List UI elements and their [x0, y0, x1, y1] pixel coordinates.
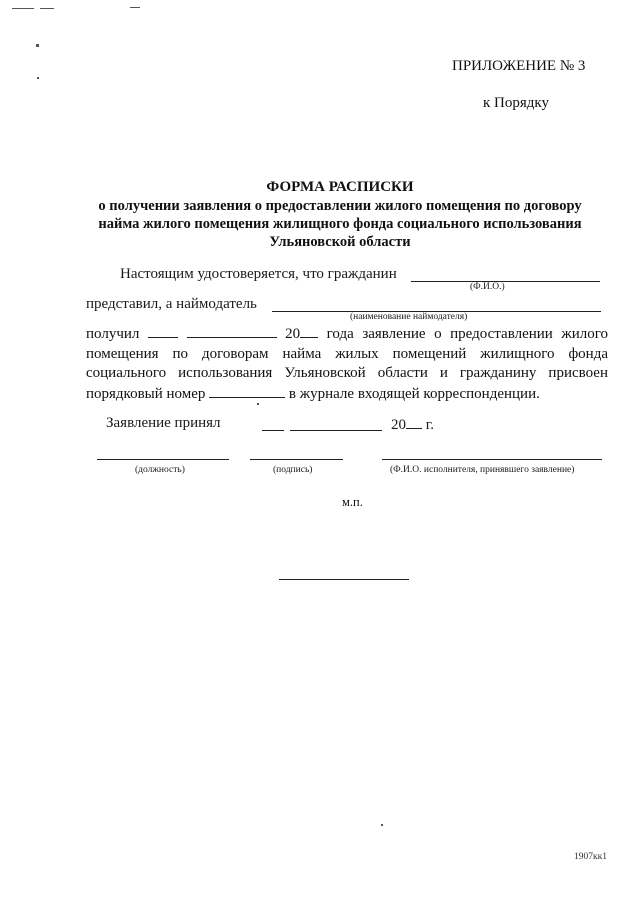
closing-rule [279, 579, 409, 580]
scan-artifact [36, 44, 39, 47]
scan-artifact [381, 824, 383, 826]
accepted-label: Заявление принял [106, 415, 221, 431]
document-title [60, 178, 620, 251]
certify-text: Настоящим удостоверяется, что гражданин [120, 266, 397, 282]
day-blank [148, 324, 178, 338]
accepted-year-suffix: г. [425, 417, 434, 433]
title-line: о получении заявления о предоставлении жилого помещения по договору [98, 198, 582, 214]
appendix-reference: к Порядку [483, 95, 549, 111]
executor-caption: (Ф.И.О. исполнителя, принявшего заявление) [390, 465, 575, 475]
month-blank [187, 324, 277, 338]
accepted-day-line [262, 430, 284, 431]
position-line [97, 459, 229, 460]
paragraph-text: года заявление о предоставлении жилого помещения по договорам найма жилых помещений жилищного фонда социального использования Ульяновской области и гражданину присвоен порядковый номер [86, 326, 609, 402]
signature-line [250, 459, 343, 460]
number-blank [209, 384, 285, 398]
year-blank [300, 324, 318, 338]
scan-artifact [12, 8, 34, 9]
position-caption: (должность) [135, 465, 185, 475]
accepted-year-prefix: 20 [391, 417, 406, 433]
received-text: получил [86, 326, 140, 342]
stamp-place: м.п. [342, 495, 363, 509]
fio-caption: (Ф.И.О.) [470, 282, 505, 292]
appendix-number: ПРИЛОЖЕНИЕ № 3 [452, 58, 586, 74]
scan-artifact [37, 77, 39, 79]
received-paragraph [86, 324, 608, 404]
title-main: ФОРМА РАСПИСКИ [266, 179, 414, 195]
submitted-text: представил, а наймодатель [86, 296, 257, 312]
accepted-year-blank [406, 415, 422, 429]
accepted-month-line [290, 430, 382, 431]
year-prefix: 20 [285, 326, 301, 342]
journal-text: в журнале входящей корреспонденции. [288, 385, 540, 402]
scan-artifact [130, 7, 140, 8]
fio-field-line [411, 281, 600, 282]
scan-artifact [40, 8, 54, 9]
signature-caption: (подпись) [273, 465, 313, 475]
title-line: Ульяновской области [269, 234, 411, 250]
executor-line [382, 459, 602, 460]
footer-code: 1907кк1 [574, 852, 607, 862]
landlord-caption: (наименование наймодателя) [350, 312, 468, 322]
title-line: найма жилого помещения жилищного фонда социального использования [98, 216, 582, 232]
